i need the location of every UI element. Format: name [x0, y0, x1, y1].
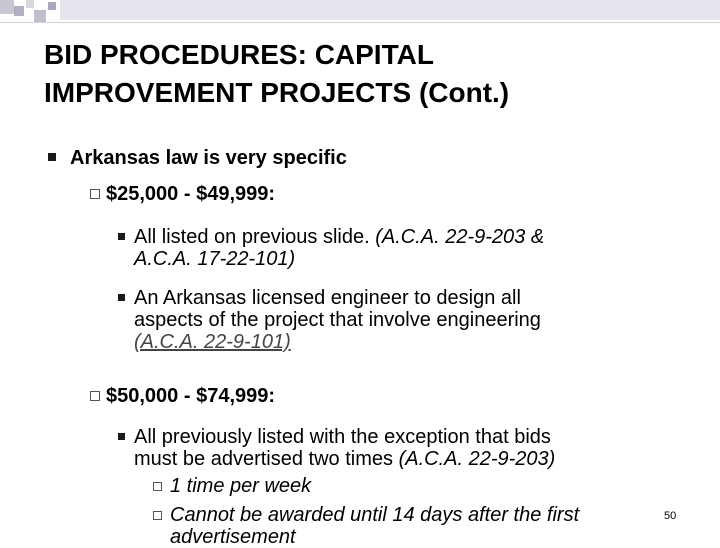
tier1-item2-cite: (A.C.A. 22-9-101)	[134, 331, 291, 353]
tier1-item1-cite-a: (A.C.A. 22-9-203 &	[375, 226, 545, 248]
square-bullet-icon	[118, 233, 125, 240]
title-line-2: IMPROVEMENT PROJECTS (Cont.)	[44, 77, 510, 108]
square-bullet-icon	[118, 294, 125, 301]
tier1-item2-line2: aspects of the project that involve engineering	[134, 309, 541, 331]
tier2-item1-cite: (A.C.A. 22-9-203)	[398, 448, 556, 470]
tier2-item1	[134, 426, 694, 470]
tier2-sub2	[170, 504, 579, 548]
tier2-sub1: 1 time per week	[170, 475, 312, 497]
tier1-item2	[134, 287, 674, 353]
title-line-1: BID PROCEDURES: CAPITAL	[44, 39, 434, 70]
tier1-item1-text: All listed on previous slide.	[134, 226, 376, 248]
tier2-sub2-cont: advertisement	[170, 526, 296, 548]
page-number: 50	[664, 510, 677, 522]
tier2-item1-line1: All previously listed with the exception that bids	[134, 426, 551, 448]
tier2-item1-line2: must be advertised two times	[134, 448, 399, 470]
hollow-square-bullet-icon	[90, 189, 100, 199]
level1-text: Arkansas law is very specific	[70, 147, 347, 169]
square-bullet-icon	[48, 153, 56, 161]
hollow-square-bullet-icon	[153, 482, 162, 491]
hollow-square-bullet-icon	[90, 391, 100, 401]
square-bullet-icon	[118, 433, 125, 440]
tier1-item2-line1: An Arkansas licensed engineer to design all	[134, 287, 521, 309]
title-rule	[0, 22, 720, 23]
tier1-item1	[134, 226, 674, 270]
tier1-heading: $25,000 - $49,999:	[106, 183, 276, 205]
hollow-square-bullet-icon	[153, 511, 162, 520]
tier1-item1-cite-b: A.C.A. 17-22-101)	[134, 248, 296, 270]
tier2-heading: $50,000 - $74,999:	[106, 385, 276, 407]
tier2-sub2-text: Cannot be awarded until 14 days after the first	[170, 504, 580, 526]
slide-title	[44, 36, 684, 112]
title-decoration	[0, 0, 720, 22]
